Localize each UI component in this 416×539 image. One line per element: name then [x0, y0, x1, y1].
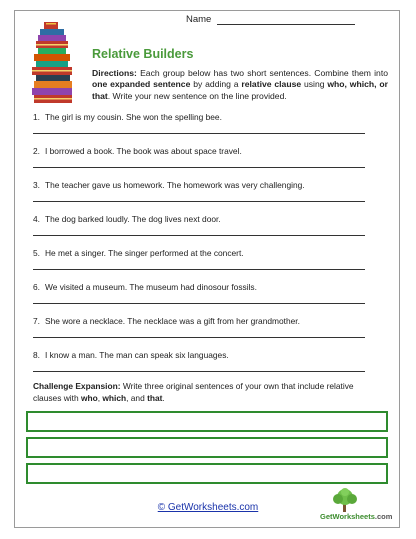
- challenge-text: ,: [97, 392, 103, 403]
- question-text: He met a singer. The singer performed at the concert.: [45, 248, 244, 258]
- name-label: Name: [186, 14, 212, 25]
- question-text: The dog barked loudly. The dog lives next door.: [45, 214, 221, 224]
- directions-bold: who, which, or that: [92, 79, 388, 101]
- question-text: The girl is my cousin. She won the spelling bee.: [45, 112, 222, 122]
- question-7: [33, 316, 300, 326]
- challenge-text: Write three original sentences of your own that include relative clauses with: [33, 381, 354, 403]
- question-1: [33, 112, 222, 122]
- challenge-answer-box-3[interactable]: [26, 463, 388, 484]
- question-5: [33, 248, 244, 258]
- question-number: 6.: [33, 282, 40, 292]
- name-input-line[interactable]: [217, 14, 355, 25]
- question-text: She wore a necklace. The necklace was a gift from her grandmother.: [45, 316, 300, 326]
- worksheet-title: Relative Builders: [92, 47, 194, 61]
- challenge-instructions: [33, 381, 371, 404]
- footer-link[interactable]: © GetWorksheets.com: [157, 502, 259, 513]
- challenge-answer-box-1[interactable]: [26, 411, 388, 432]
- answer-line-2[interactable]: [33, 167, 365, 168]
- question-number: 8.: [33, 350, 40, 360]
- question-8: [33, 350, 229, 360]
- directions-part: by adding a: [190, 79, 242, 90]
- answer-line-4[interactable]: [33, 235, 365, 236]
- question-number: 4.: [33, 214, 40, 224]
- answer-line-1[interactable]: [33, 133, 365, 134]
- question-text: We visited a museum. The museum had dinosour fossils.: [45, 282, 257, 292]
- question-4: [33, 214, 221, 224]
- directions-bold: relative clause: [241, 79, 302, 90]
- question-2: [33, 146, 242, 156]
- question-number: 2.: [33, 146, 40, 156]
- challenge-text: , and: [126, 392, 148, 403]
- answer-line-6[interactable]: [33, 303, 365, 304]
- answer-line-8[interactable]: [33, 371, 365, 372]
- challenge-bold: which: [102, 392, 127, 403]
- logo-text: [320, 512, 392, 521]
- answer-line-3[interactable]: [33, 201, 365, 202]
- question-text: The teacher gave us homework. The homework was very challenging.: [45, 180, 305, 190]
- question-number: 3.: [33, 180, 40, 190]
- challenge-label: Challenge Expansion:: [33, 381, 121, 391]
- directions-label: Directions:: [92, 68, 137, 78]
- question-number: 5.: [33, 248, 40, 258]
- challenge-text: .: [162, 392, 165, 403]
- question-3: [33, 180, 305, 190]
- directions-part: using: [301, 79, 328, 90]
- logo-text-part: sheets: [351, 512, 375, 521]
- question-6: [33, 282, 257, 292]
- question-number: 7.: [33, 316, 40, 326]
- challenge-answer-box-2[interactable]: [26, 437, 388, 458]
- answer-line-7[interactable]: [33, 337, 365, 338]
- directions-part: . Write your new sentence on the line provided.: [107, 90, 287, 101]
- name-field-row: [186, 14, 355, 25]
- question-text: I borrowed a book. The book was about space travel.: [45, 146, 242, 156]
- directions-part: Each group below has two short sentences. Combine them into: [136, 68, 388, 78]
- logo-text-part: .com: [374, 512, 393, 521]
- challenge-bold: that: [147, 392, 163, 403]
- challenge-bold: who: [80, 392, 98, 403]
- question-text: I know a man. The man can speak six languages.: [45, 350, 229, 360]
- directions-bold: one expanded sentence: [92, 79, 191, 90]
- answer-line-5[interactable]: [33, 269, 365, 270]
- logo-text-part: GetWork: [320, 512, 352, 521]
- directions-text: [92, 68, 388, 102]
- question-number: 1.: [33, 112, 40, 122]
- book-stack-icon: [30, 22, 76, 104]
